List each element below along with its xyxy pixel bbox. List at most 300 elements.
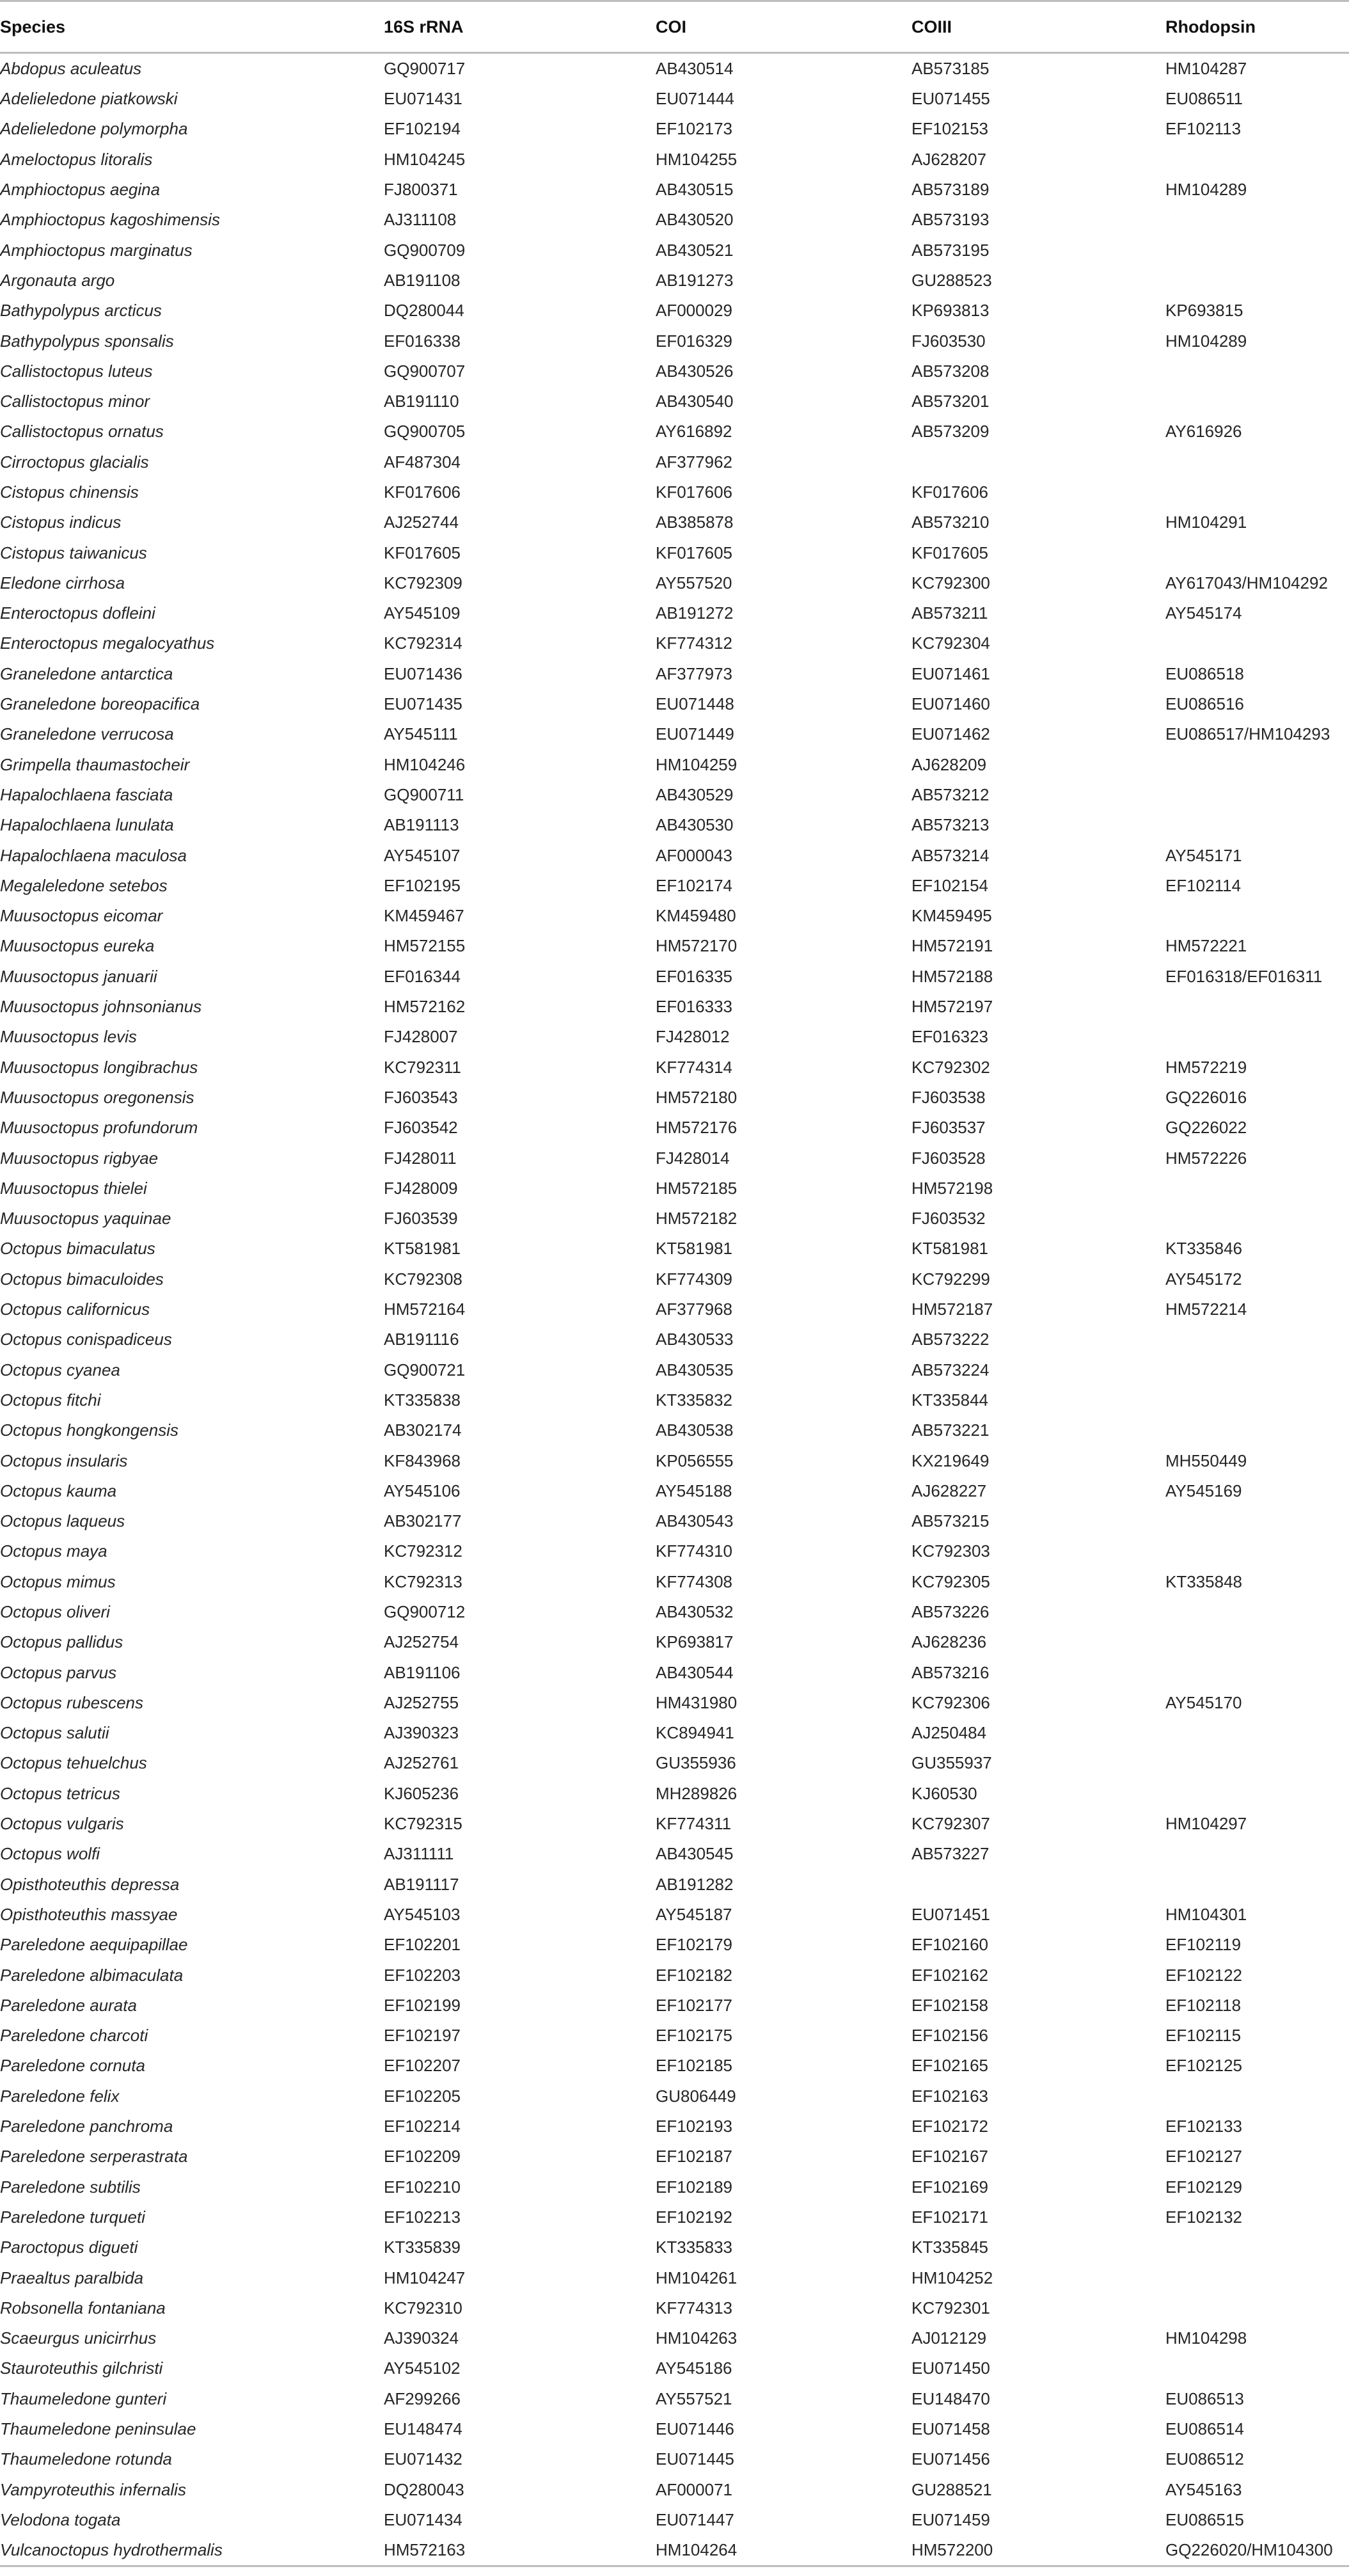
coi-cell: AY557521 <box>656 2389 732 2408</box>
species-cell: Thaumeledone gunteri <box>0 2389 167 2408</box>
table-row <box>0 962 1349 992</box>
table-row <box>0 1294 1349 1324</box>
rrna16s-cell: AY545111 <box>384 724 458 744</box>
rrna16s-cell: EF102214 <box>384 2117 461 2136</box>
coi-cell: HM572170 <box>656 936 738 956</box>
rrna16s-cell: AY545106 <box>384 1481 461 1500</box>
species-cell: Pareledone aurata <box>0 1995 137 2015</box>
coi-cell: AF000043 <box>656 845 732 865</box>
table-row <box>0 1173 1349 1204</box>
coi-cell: EU071445 <box>656 2449 734 2469</box>
species-cell: Enteroctopus megalocyathus <box>0 633 215 653</box>
rrna16s-cell: AB191106 <box>384 1662 461 1682</box>
coi-cell: AY557520 <box>656 573 732 592</box>
rhodopsin-cell: AY545170 <box>1165 1692 1242 1712</box>
species-cell: Octopus rubescens <box>0 1692 144 1712</box>
coi-cell: KP056555 <box>656 1451 734 1470</box>
coiii-cell: KP693813 <box>911 301 990 321</box>
coiii-cell: KC792305 <box>911 1571 990 1591</box>
table-row <box>0 719 1349 749</box>
table-row <box>0 1506 1349 1536</box>
coiii-cell: AJ628209 <box>911 754 987 774</box>
rrna16s-cell: FJ800371 <box>384 180 458 200</box>
coi-cell: KC894941 <box>656 1723 734 1743</box>
coiii-cell: EU071455 <box>911 89 990 109</box>
species-cell: Octopus bimaculatus <box>0 1239 155 1259</box>
coiii-cell: EU071461 <box>911 664 990 683</box>
coi-cell: AB191273 <box>656 270 734 290</box>
rhodopsin-cell: EF102114 <box>1165 875 1242 895</box>
table-row <box>0 1839 1349 1869</box>
rrna16s-cell: GQ900712 <box>384 1602 466 1621</box>
table-row <box>0 2081 1349 2111</box>
coiii-cell: KC792307 <box>911 1814 990 1834</box>
table-row <box>0 1113 1349 1143</box>
species-cell: Thaumeledone peninsulae <box>0 2419 196 2438</box>
species-cell: Octopus wolfi <box>0 1844 100 1864</box>
table-row <box>0 537 1349 568</box>
coi-cell: HM572182 <box>656 1209 738 1228</box>
rrna16s-cell: AY545109 <box>384 603 461 623</box>
species-cell: Thaumeledone rotunda <box>0 2449 172 2469</box>
rrna16s-cell: AB191110 <box>384 392 459 411</box>
rhodopsin-cell <box>1165 1506 1349 1536</box>
coiii-cell: AB573210 <box>911 513 990 532</box>
coiii-cell: HM572191 <box>911 936 993 956</box>
rhodopsin-cell: HM104289 <box>1165 331 1247 351</box>
table-row <box>0 2474 1349 2504</box>
rhodopsin-cell: EF016318/EF016311 <box>1165 966 1323 986</box>
coiii-cell: EU071450 <box>911 2358 990 2378</box>
species-cell: Octopus tetricus <box>0 1783 120 1803</box>
rrna16s-cell: HM572162 <box>384 997 466 1017</box>
rhodopsin-cell <box>1165 386 1349 417</box>
coi-cell: HM104259 <box>656 754 738 774</box>
table-row <box>0 84 1349 114</box>
species-cell: Pareledone felix <box>0 2086 120 2106</box>
rhodopsin-cell: AY616926 <box>1165 422 1242 441</box>
species-cell: Muusoctopus longibrachus <box>0 1057 198 1077</box>
table-row <box>0 447 1349 477</box>
coiii-cell: KX219649 <box>911 1451 990 1470</box>
species-cell: Callistoctopus ornatus <box>0 422 164 441</box>
coi-cell: AB430538 <box>656 1420 734 1440</box>
table-row <box>0 1143 1349 1173</box>
coi-cell: EF102182 <box>656 1965 732 1985</box>
species-cell: Bathypolypus arcticus <box>0 301 162 321</box>
species-cell: Bathypolypus sponsalis <box>0 331 174 351</box>
table-row <box>0 1688 1349 1718</box>
coi-cell: KF017605 <box>656 543 732 562</box>
coiii-cell: GU355937 <box>911 1753 992 1773</box>
table-row <box>0 1627 1349 1657</box>
rhodopsin-cell <box>1165 1324 1349 1355</box>
coiii-cell: AJ628207 <box>911 149 987 169</box>
rrna16s-cell: EF102197 <box>384 2026 461 2046</box>
rhodopsin-cell: KT335846 <box>1165 1239 1242 1259</box>
rhodopsin-cell <box>1165 1870 1349 1900</box>
table-row <box>0 205 1349 235</box>
rrna16s-cell: DQ280044 <box>384 301 464 321</box>
coiii-cell: EF102167 <box>911 2147 988 2167</box>
coiii-cell: EU071460 <box>911 694 990 714</box>
coiii-cell: HM572187 <box>911 1300 993 1319</box>
table-row <box>0 1930 1349 1960</box>
coiii-cell: AB573209 <box>911 422 990 441</box>
table-row <box>0 2414 1349 2444</box>
coiii-cell: EF102156 <box>911 2026 988 2046</box>
coiii-cell: AB573208 <box>911 361 990 381</box>
rrna16s-cell: AJ252761 <box>384 1753 459 1773</box>
coiii-cell: EF102169 <box>911 2177 988 2197</box>
rrna16s-cell: EF102210 <box>384 2177 461 2197</box>
rhodopsin-cell: AY617043/HM104292 <box>1165 573 1328 592</box>
species-cell: Velodona togata <box>0 2509 121 2529</box>
rrna16s-cell: EF016344 <box>384 966 461 986</box>
species-cell: Octopus kauma <box>0 1481 117 1500</box>
rhodopsin-cell: AY545163 <box>1165 2479 1242 2499</box>
species-cell: Eledone cirrhosa <box>0 573 125 592</box>
table-row <box>0 326 1349 356</box>
coi-cell: AB430526 <box>656 361 734 381</box>
coi-cell: HM104261 <box>656 2268 738 2287</box>
coiii-cell: HM572188 <box>911 966 993 986</box>
rrna16s-cell: KT335838 <box>384 1390 461 1410</box>
rhodopsin-cell: AY545172 <box>1165 1269 1242 1289</box>
rhodopsin-cell: EF102119 <box>1165 1935 1242 1955</box>
table-row <box>0 477 1349 507</box>
rrna16s-cell: HM104245 <box>384 149 466 169</box>
species-cell: Muusoctopus eicomar <box>0 906 163 926</box>
coi-cell: KT581981 <box>656 1239 732 1259</box>
rrna16s-cell: FJ428009 <box>384 1178 458 1198</box>
coi-cell: EF102173 <box>656 119 732 139</box>
rhodopsin-cell <box>1165 1173 1349 1204</box>
rrna16s-cell: EU071431 <box>384 89 462 109</box>
table-row <box>0 840 1349 870</box>
coi-cell: EF102179 <box>656 1935 732 1955</box>
header-rhodopsin: Rhodopsin <box>1165 1 1349 53</box>
rhodopsin-cell: HM572219 <box>1165 1057 1247 1077</box>
coiii-cell: FJ603528 <box>911 1148 986 1168</box>
coi-cell: GU355936 <box>656 1753 736 1773</box>
table-row <box>0 2202 1349 2232</box>
rhodopsin-cell <box>1165 1718 1349 1748</box>
coi-cell: MH289826 <box>656 1783 738 1803</box>
rrna16s-cell: KJ605236 <box>384 1783 459 1803</box>
rrna16s-cell: KC792314 <box>384 633 462 653</box>
species-cell: Muusoctopus eureka <box>0 936 155 956</box>
coi-cell: FJ428014 <box>656 1148 730 1168</box>
species-cell: Hapalochlaena lunulata <box>0 815 174 835</box>
species-cell: Enteroctopus dofleini <box>0 603 155 623</box>
rhodopsin-cell <box>1165 1385 1349 1415</box>
coiii-cell: AJ628236 <box>911 1632 987 1652</box>
coi-cell: AB430515 <box>656 180 734 200</box>
coi-cell: AB430543 <box>656 1511 734 1531</box>
rhodopsin-cell: EU086516 <box>1165 694 1244 714</box>
species-cell: Adelieledone piatkowski <box>0 89 178 109</box>
species-cell: Octopus vulgaris <box>0 1814 124 1834</box>
rhodopsin-cell: EU086518 <box>1165 664 1244 683</box>
coiii-cell: EU071456 <box>911 2449 990 2469</box>
species-cell: Pareledone charcoti <box>0 2026 148 2046</box>
rhodopsin-cell: HM104289 <box>1165 180 1247 200</box>
coiii-cell: AB573214 <box>911 845 990 865</box>
rrna16s-cell: KC792313 <box>384 1571 462 1591</box>
coiii-cell: AB573201 <box>911 392 990 411</box>
rrna16s-cell: EU071436 <box>384 664 462 683</box>
species-cell: Octopus cyanea <box>0 1360 120 1379</box>
table-row <box>0 1779 1349 1809</box>
rhodopsin-cell: EF102133 <box>1165 2117 1242 2136</box>
rrna16s-cell: GQ900711 <box>384 784 464 804</box>
table-row <box>0 1234 1349 1264</box>
coiii-cell: KF017606 <box>911 482 988 502</box>
rhodopsin-cell: EU086515 <box>1165 2509 1244 2529</box>
coi-cell: EF102175 <box>656 2026 732 2046</box>
coi-cell: EF102174 <box>656 875 732 895</box>
table-row <box>0 1324 1349 1355</box>
coi-cell: KT335832 <box>656 1390 732 1410</box>
rrna16s-cell: EU071434 <box>384 2509 462 2529</box>
rrna16s-cell: EF102195 <box>384 875 461 895</box>
table-row <box>0 417 1349 447</box>
coiii-cell: KC792303 <box>911 1541 990 1561</box>
coiii-cell: EF102154 <box>911 875 988 895</box>
table-row <box>0 568 1349 598</box>
rrna16s-cell: HM572155 <box>384 936 466 956</box>
coi-cell: AY545188 <box>656 1481 732 1500</box>
rhodopsin-cell <box>1165 992 1349 1022</box>
coi-cell: EF102185 <box>656 2056 732 2076</box>
species-cell: Callistoctopus luteus <box>0 361 153 381</box>
coiii-cell: EF102158 <box>911 1995 988 2015</box>
rhodopsin-cell <box>1165 810 1349 840</box>
coiii-cell: HM572200 <box>911 2535 1165 2566</box>
table-row <box>0 2323 1349 2353</box>
table-row <box>0 1204 1349 1234</box>
table-row <box>0 1567 1349 1597</box>
rhodopsin-cell: EU086512 <box>1165 2449 1244 2469</box>
coiii-cell: AB573185 <box>911 59 990 78</box>
rrna16s-cell: KC792309 <box>384 573 462 592</box>
rhodopsin-cell <box>1165 2293 1349 2323</box>
rhodopsin-cell <box>1165 235 1349 265</box>
coi-cell: EU071447 <box>656 2509 734 2529</box>
coi-cell: AB430532 <box>656 1602 734 1621</box>
rrna16s-cell: AJ252754 <box>384 1632 459 1652</box>
rrna16s-cell: KF017605 <box>384 543 461 562</box>
coiii-cell: HM572197 <box>911 997 993 1017</box>
coi-cell: KF017606 <box>656 482 732 502</box>
coiii-cell: AB573212 <box>911 784 990 804</box>
rrna16s-cell: KC792312 <box>384 1541 462 1561</box>
rrna16s-cell: AJ252755 <box>384 1692 459 1712</box>
rrna16s-cell: AJ390323 <box>384 1723 459 1743</box>
species-cell: Vampyroteuthis infernalis <box>0 2479 186 2499</box>
coi-cell: AB430520 <box>656 210 734 230</box>
rhodopsin-cell <box>1165 2353 1349 2383</box>
table-row <box>0 1597 1349 1627</box>
header-16s-rrna: 16S rRNA <box>384 1 656 53</box>
rhodopsin-cell <box>1165 537 1349 568</box>
rhodopsin-cell: KP693815 <box>1165 301 1243 321</box>
rhodopsin-cell <box>1165 1022 1349 1052</box>
coiii-cell: AB573195 <box>911 240 990 260</box>
coiii-cell: EU071451 <box>911 1904 990 1924</box>
coiii-cell: GU288521 <box>911 2479 992 2499</box>
coiii-cell: AJ250484 <box>911 1723 987 1743</box>
species-cell: Muusoctopus oregonensis <box>0 1087 194 1107</box>
table-row <box>0 2232 1349 2262</box>
header-coiii: COIII <box>911 1 1165 53</box>
rhodopsin-cell <box>1165 628 1349 658</box>
species-cell: Argonauta argo <box>0 270 115 290</box>
coi-cell: EF102187 <box>656 2147 732 2167</box>
rrna16s-cell: EF102194 <box>384 119 461 139</box>
coi-cell: EU071448 <box>656 694 734 714</box>
table-row <box>0 2444 1349 2474</box>
header-species: Species <box>0 1 384 53</box>
table-row <box>0 145 1349 175</box>
rhodopsin-cell: EU086511 <box>1165 89 1243 109</box>
species-cell: Pareledone subtilis <box>0 2177 141 2197</box>
coi-cell: AB430533 <box>656 1330 734 1349</box>
coi-cell: EU071449 <box>656 724 734 744</box>
coiii-cell: AB573215 <box>911 1511 990 1531</box>
coiii-cell: AJ012129 <box>911 2328 987 2348</box>
rrna16s-cell: GQ900721 <box>384 1360 466 1379</box>
rhodopsin-cell <box>1165 2262 1349 2293</box>
rrna16s-cell: AJ311108 <box>384 210 457 230</box>
species-cell: Octopus insularis <box>0 1451 128 1470</box>
table-row <box>0 598 1349 628</box>
coi-cell: FJ428012 <box>656 1027 730 1047</box>
rrna16s-cell: HM104247 <box>384 2268 466 2287</box>
coi-cell: KF774313 <box>656 2298 732 2318</box>
coi-cell: AF000071 <box>656 2479 732 2499</box>
table-row <box>0 1536 1349 1566</box>
table-row <box>0 2111 1349 2142</box>
species-cell: Pareledone aequipapillae <box>0 1935 188 1955</box>
table-row <box>0 1264 1349 1294</box>
rrna16s-cell: FJ428011 <box>384 1148 457 1168</box>
species-cell: Cistopus indicus <box>0 513 122 532</box>
rhodopsin-cell: EF102129 <box>1165 2177 1242 2197</box>
table-row <box>0 931 1349 961</box>
rhodopsin-cell: HM104301 <box>1165 1904 1247 1924</box>
rhodopsin-cell: AY545171 <box>1165 845 1242 865</box>
species-cell: Pareledone turqueti <box>0 2207 145 2227</box>
rhodopsin-cell <box>1165 780 1349 810</box>
species-cell: Amphioctopus kagoshimensis <box>0 210 220 230</box>
coi-cell: EF102189 <box>656 2177 732 2197</box>
coi-cell: AY616892 <box>656 422 732 441</box>
coiii-cell: AB573211 <box>911 603 988 623</box>
species-cell: Muusoctopus januarii <box>0 966 157 986</box>
rrna16s-cell: EF102207 <box>384 2056 461 2076</box>
species-cell: Octopus conispadiceus <box>0 1330 172 1349</box>
species-cell: Paroctopus digueti <box>0 2238 138 2257</box>
species-cell: Cirroctopus glacialis <box>0 452 149 472</box>
species-cell: Octopus parvus <box>0 1662 117 1682</box>
coiii-cell: AB573213 <box>911 815 990 835</box>
species-cell: Opisthoteuthis depressa <box>0 1874 180 1894</box>
table-row <box>0 1415 1349 1445</box>
coiii-cell: FJ603530 <box>911 331 986 351</box>
rhodopsin-cell: HM104297 <box>1165 1814 1247 1834</box>
rhodopsin-cell: EU086513 <box>1165 2389 1244 2408</box>
table-row <box>0 1870 1349 1900</box>
table-row <box>0 53 1349 84</box>
species-cell: Praealtus paralbida <box>0 2268 144 2287</box>
rrna16s-cell: AY545103 <box>384 1904 461 1924</box>
species-cell: Octopus salutii <box>0 1723 109 1743</box>
rrna16s-cell: AF487304 <box>384 452 461 472</box>
species-cell: Grimpella thaumastocheir <box>0 754 190 774</box>
rrna16s-cell: GQ900707 <box>384 361 466 381</box>
table-row <box>0 2262 1349 2293</box>
rrna16s-cell: AJ390324 <box>384 2328 459 2348</box>
rrna16s-cell: KC792310 <box>384 2298 462 2318</box>
species-cell: Octopus fitchi <box>0 1390 101 1410</box>
coi-cell: KF774310 <box>656 1541 732 1561</box>
rrna16s-cell: EF102205 <box>384 2086 461 2106</box>
rrna16s-cell: FJ603543 <box>384 1087 458 1107</box>
species-cell: Muusoctopus johnsonianus <box>0 997 202 1017</box>
species-cell: Ameloctopus litoralis <box>0 149 153 169</box>
coiii-cell: AJ628227 <box>911 1481 987 1500</box>
coi-cell: EF102177 <box>656 1995 732 2015</box>
rrna16s-cell: KT581981 <box>384 1239 461 1259</box>
table-row <box>0 1445 1349 1475</box>
coiii-cell: EF102171 <box>911 2207 988 2227</box>
coi-cell: EU071444 <box>656 89 734 109</box>
header-coi: COI <box>656 1 911 53</box>
species-cell: Octopus tehuelchus <box>0 1753 147 1773</box>
coiii-cell: AB573224 <box>911 1360 990 1379</box>
coi-cell: EF016335 <box>656 966 732 986</box>
rrna16s-cell: EF102209 <box>384 2147 461 2167</box>
coi-cell: GU806449 <box>656 2086 736 2106</box>
rhodopsin-cell: EF102115 <box>1165 2026 1242 2046</box>
rhodopsin-cell: AY545174 <box>1165 603 1242 623</box>
table-row <box>0 2051 1349 2081</box>
rhodopsin-cell <box>1165 356 1349 386</box>
species-cell: Stauroteuthis gilchristi <box>0 2358 163 2378</box>
species-cell: Muusoctopus levis <box>0 1027 137 1047</box>
species-cell: Graneledone boreopacifica <box>0 694 200 714</box>
rrna16s-cell: EF102213 <box>384 2207 461 2227</box>
table-row <box>0 901 1349 931</box>
coi-cell: AF377973 <box>656 664 732 683</box>
coi-cell: EF016329 <box>656 331 732 351</box>
species-cell: Octopus bimaculoides <box>0 1269 164 1289</box>
coiii-cell: KC792300 <box>911 573 990 592</box>
rrna16s-cell: KC792315 <box>384 1814 462 1834</box>
rrna16s-cell: AB302174 <box>384 1420 462 1440</box>
rhodopsin-cell: EF102125 <box>1165 2056 1242 2076</box>
rrna16s-cell: EU148474 <box>384 2419 462 2438</box>
rrna16s-cell: DQ280043 <box>384 2479 464 2499</box>
table-row <box>0 992 1349 1022</box>
rrna16s-cell: HM572164 <box>384 1300 466 1319</box>
coi-cell: EF102193 <box>656 2117 732 2136</box>
table-row <box>0 1809 1349 1839</box>
coi-cell: AB430540 <box>656 392 734 411</box>
coi-cell: AY545187 <box>656 1904 732 1924</box>
